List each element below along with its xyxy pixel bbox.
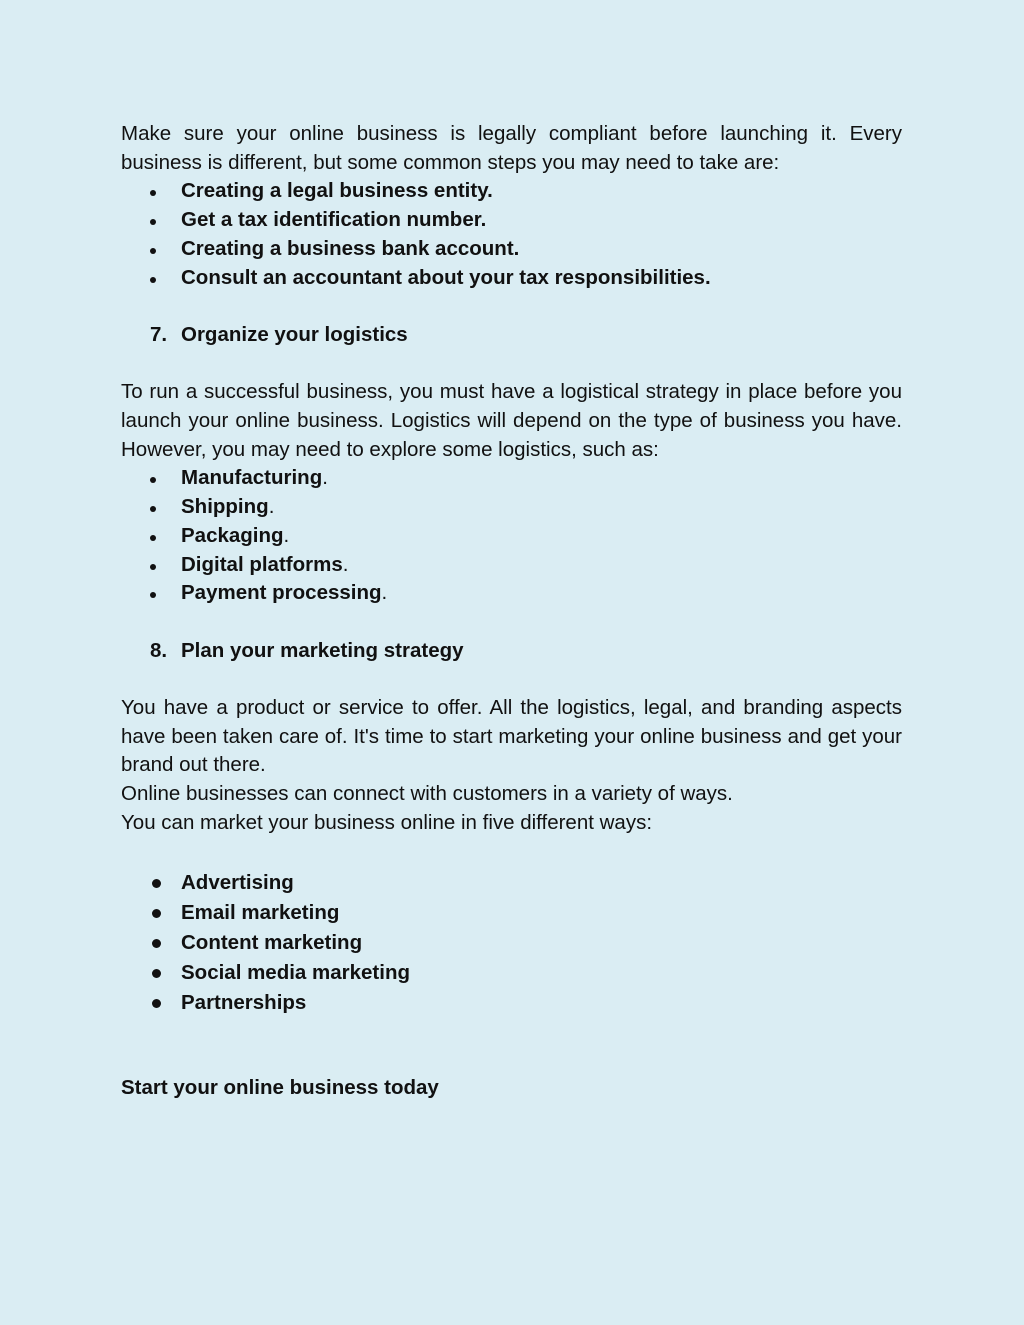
list-item: Social media marketing	[121, 958, 902, 988]
list-item: Creating a business bank account.	[121, 235, 902, 264]
list-item: Digital platforms.	[121, 551, 902, 580]
list-item: Email marketing	[121, 898, 902, 928]
bullet-icon	[150, 564, 156, 570]
intro-paragraph: Make sure your online business is legally compliant before launching it. Every business is different, but some common steps you may need to take are:	[121, 122, 902, 174]
section-title: Plan your marketing strategy	[181, 638, 464, 662]
list-item: Consult an accountant about your tax responsibilities.	[121, 264, 902, 293]
bullet-icon	[152, 879, 161, 888]
logistics-paragraph: To run a successful business, you must have a logistical strategy in place before you launch your online business. Logistics will depend on the type of business you have. However, you may need to explore some logistics, such as:	[121, 380, 902, 461]
bullet-icon	[150, 592, 156, 598]
bullet-icon	[150, 535, 156, 541]
list-item: Shipping.	[121, 493, 902, 522]
bullet-icon	[150, 506, 156, 512]
section-number: 8.	[150, 638, 168, 662]
list-item: Advertising	[121, 868, 902, 898]
list-item: Partnerships	[121, 988, 902, 1018]
list-item: Packaging.	[121, 522, 902, 551]
marketing-line: Online businesses can connect with customers in a variety of ways.	[121, 782, 733, 806]
closing-title: Start your online business today	[121, 1075, 439, 1099]
section-8-heading	[121, 637, 902, 666]
bullet-icon	[150, 190, 156, 196]
marketing-line: You can market your business online in five different ways:	[121, 810, 653, 834]
bullet-icon	[152, 939, 161, 948]
bullet-icon	[150, 248, 156, 254]
bullet-icon	[152, 999, 161, 1008]
list-item: Get a tax identification number.	[121, 206, 902, 235]
bullet-icon	[150, 477, 156, 483]
section-number: 7.	[150, 322, 168, 346]
bullet-icon	[152, 969, 161, 978]
list-item: Manufacturing.	[121, 464, 902, 493]
marketing-list	[121, 868, 902, 1018]
marketing-paragraph: You have a product or service to offer. All the logistics, legal, and branding aspects have been taken care of. It's time to start marketing your online business and get your brand out there.	[121, 696, 902, 777]
bullet-icon	[150, 277, 156, 283]
bullet-icon	[152, 909, 161, 918]
section-title: Organize your logistics	[181, 322, 408, 346]
list-item: Content marketing	[121, 928, 902, 958]
list-item: Creating a legal business entity.	[121, 177, 902, 206]
list-item: Payment processing.	[121, 579, 902, 608]
bullet-icon	[150, 219, 156, 225]
section-7-heading	[121, 321, 902, 350]
logistics-list	[121, 464, 902, 608]
legal-steps-list	[121, 177, 902, 292]
